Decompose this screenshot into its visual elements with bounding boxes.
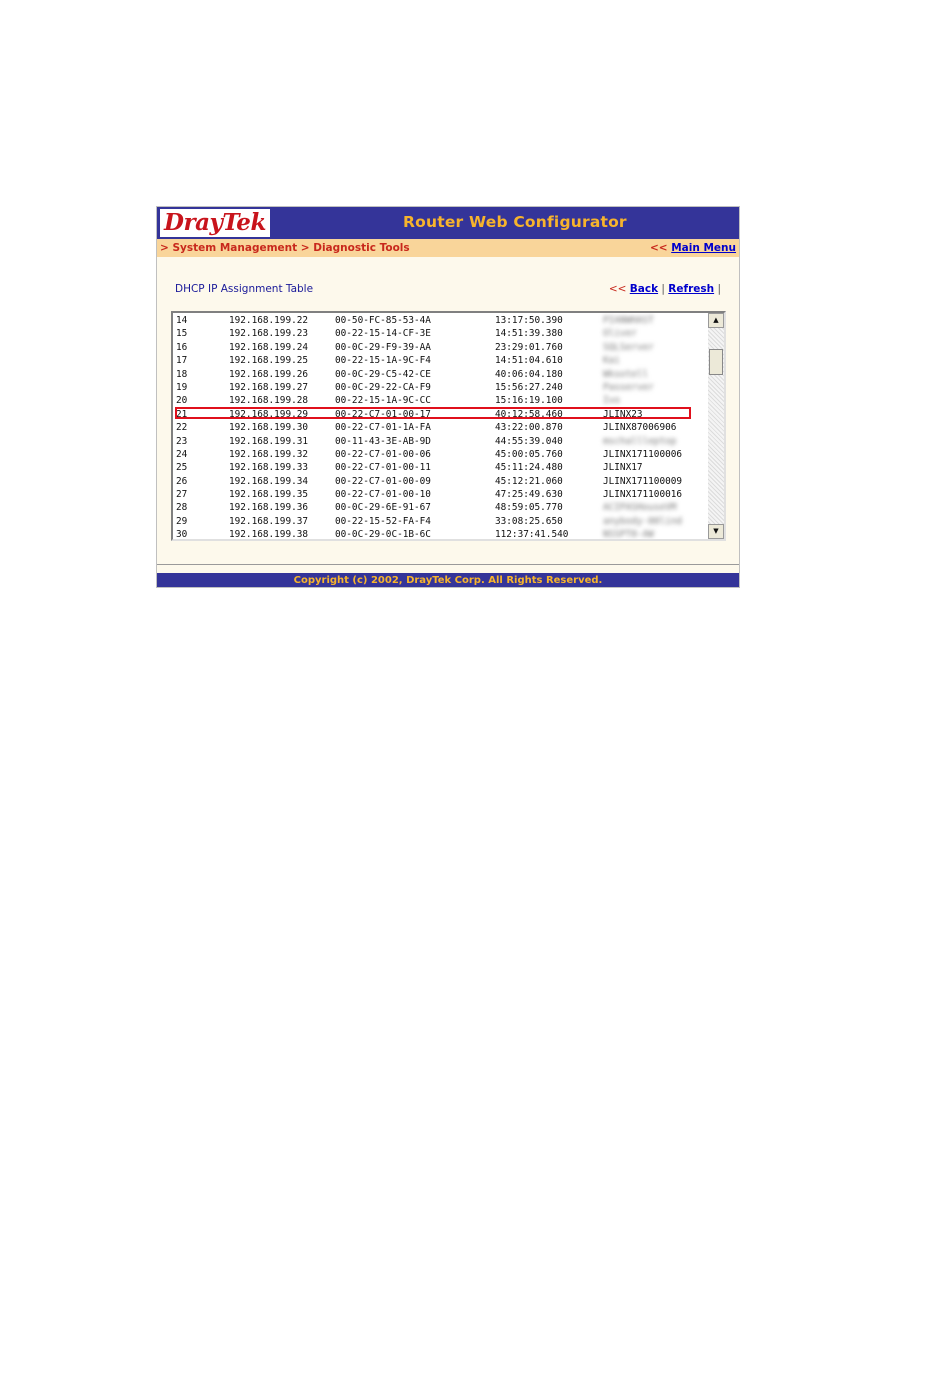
row-index: 18: [176, 368, 188, 380]
ip-address: 192.168.199.33: [229, 462, 309, 474]
ip-address: 192.168.199.38: [229, 529, 309, 541]
back-link[interactable]: Back: [629, 283, 659, 295]
row-index: 26: [176, 475, 188, 487]
table-row: [175, 528, 710, 541]
ip-address: 192.168.199.32: [229, 448, 309, 460]
mac-address: 00-22-15-1A-9C-F4: [335, 355, 431, 367]
ip-address: 192.168.199.29: [229, 408, 309, 420]
footer: Copyright (c) 2002, DrayTek Corp. All Rights Reserved.: [157, 573, 739, 588]
table-row: [175, 368, 710, 381]
ip-address: 192.168.199.23: [229, 328, 309, 340]
row-index: 29: [176, 515, 188, 527]
scroll-down-arrow-icon[interactable]: ▼: [708, 524, 724, 539]
lease-time: 44:55:39.040: [495, 435, 563, 447]
main-menu-nav: [650, 239, 736, 257]
lease-time: 13:17:50.390: [495, 315, 563, 326]
row-index: 24: [176, 448, 188, 460]
mac-address: 00-22-C7-01-00-11: [335, 462, 431, 474]
mac-address: 00-22-15-52-FA-F4: [335, 515, 431, 527]
lease-time: 15:16:19.100: [495, 395, 563, 407]
host-id: JLINX171100009: [603, 475, 683, 487]
mac-address: 00-22-C7-01-00-10: [335, 489, 431, 501]
mac-address: 00-0C-29-22-CA-F9: [335, 381, 431, 393]
table-row: [175, 354, 710, 367]
host-id: PIANWHAST: [603, 315, 654, 326]
host-id: Wksotell: [603, 368, 649, 380]
host-id: SQLServer: [603, 341, 654, 353]
lease-time: 43:22:00.870: [495, 422, 563, 434]
host-id: Kai: [603, 355, 620, 367]
scroll-up-arrow-icon[interactable]: ▲: [708, 313, 724, 328]
lease-time: 112:37:41.540: [495, 529, 569, 541]
row-index: 30: [176, 529, 188, 541]
ip-address: 192.168.199.22: [229, 315, 309, 326]
lease-time: 14:51:04.610: [495, 355, 563, 367]
table-row: [175, 488, 710, 501]
table-row: [175, 475, 710, 488]
lease-time: 45:11:24.480: [495, 462, 563, 474]
row-index: 21: [176, 408, 188, 420]
host-id: JLINX23: [603, 408, 643, 420]
mac-address: 00-0C-29-6E-91-67: [335, 502, 431, 514]
lease-time: 23:29:01.760: [495, 341, 563, 353]
host-id: NSSPT0-AW: [603, 529, 654, 541]
breadcrumb: > System Management > Diagnostic Tools: [160, 242, 410, 254]
mac-address: 00-22-15-14-CF-3E: [335, 328, 431, 340]
host-id: JLINX87006906: [603, 422, 677, 434]
lease-time: 47:25:49.630: [495, 489, 563, 501]
row-index: 25: [176, 462, 188, 474]
row-index: 17: [176, 355, 188, 367]
main-menu-prefix: <<: [649, 242, 668, 254]
draytek-logo: DrayTek: [160, 209, 270, 237]
separator: |: [661, 283, 665, 295]
refresh-link[interactable]: Refresh: [668, 283, 715, 295]
table-row: [175, 394, 710, 407]
row-index: 15: [176, 328, 188, 340]
host-id: Ivo: [603, 395, 620, 407]
mac-address: 00-0C-29-0C-1B-6C: [335, 529, 431, 541]
host-id: ACIPASHouseVM: [603, 502, 677, 514]
table-row: [175, 421, 710, 434]
ip-address: 192.168.199.27: [229, 381, 309, 393]
table-row: [175, 314, 710, 327]
host-id: Passerver: [603, 381, 654, 393]
table-row: [175, 341, 710, 354]
mac-address: 00-22-15-1A-9C-CC: [335, 395, 431, 407]
nav-bar: [157, 239, 739, 257]
router-web-configurator-window: [156, 206, 740, 588]
header-bar: [157, 207, 739, 239]
table-row: [175, 381, 710, 394]
table-row: [175, 501, 710, 514]
mac-address: 00-22-C7-01-00-09: [335, 475, 431, 487]
separator: |: [717, 283, 721, 295]
mac-address: 00-22-C7-01-00-06: [335, 448, 431, 460]
lease-time: 45:12:21.060: [495, 475, 563, 487]
page-actions: [609, 283, 721, 295]
mac-address: 00-22-C7-01-00-17: [335, 408, 431, 420]
table-row: [175, 408, 710, 421]
ip-address: 192.168.199.26: [229, 368, 309, 380]
host-id: JLINX171100006: [603, 448, 683, 460]
back-prefix: <<: [608, 283, 627, 295]
ip-address: 192.168.199.34: [229, 475, 309, 487]
table-row: [175, 435, 710, 448]
host-id: mschallleptop: [603, 435, 677, 447]
mac-address: 00-11-43-3E-AB-9D: [335, 435, 431, 447]
row-index: 20: [176, 395, 188, 407]
host-id: anybody-00lind: [603, 515, 683, 527]
ip-address: 192.168.199.24: [229, 341, 309, 353]
lease-time: 48:59:05.770: [495, 502, 563, 514]
lease-time: 40:12:58.460: [495, 408, 563, 420]
host-id: JLINX17: [603, 462, 643, 474]
ip-address: 192.168.199.30: [229, 422, 309, 434]
main-menu-link[interactable]: Main Menu: [671, 242, 736, 254]
mac-address: 00-0C-29-C5-42-CE: [335, 368, 431, 380]
ip-address: 192.168.199.28: [229, 395, 309, 407]
ip-address: 192.168.199.31: [229, 435, 309, 447]
ip-address: 192.168.199.36: [229, 502, 309, 514]
table-row: [175, 448, 710, 461]
mac-address: 00-0C-29-F9-39-AA: [335, 341, 431, 353]
ip-address: 192.168.199.37: [229, 515, 309, 527]
row-index: 14: [176, 315, 188, 326]
row-index: 16: [176, 341, 188, 353]
table-row: [175, 461, 710, 474]
row-index: 19: [176, 381, 188, 393]
mac-address: 00-50-FC-85-53-4A: [335, 315, 431, 326]
vertical-scrollbar[interactable]: [708, 313, 724, 539]
ip-address: 192.168.199.25: [229, 355, 309, 367]
lease-time: 33:08:25.650: [495, 515, 563, 527]
ip-address: 192.168.199.35: [229, 489, 309, 501]
scrollbar-thumb[interactable]: [709, 349, 723, 375]
footer-divider: [157, 564, 739, 565]
row-index: 27: [176, 489, 188, 501]
host-id: JLINX171100016: [603, 489, 683, 501]
row-index: 22: [176, 422, 188, 434]
lease-time: 14:51:39.380: [495, 328, 563, 340]
mac-address: 00-22-C7-01-1A-FA: [335, 422, 431, 434]
row-index: 28: [176, 502, 188, 514]
host-id: Oliver: [603, 328, 637, 340]
lease-time: 40:06:04.180: [495, 368, 563, 380]
page-title: DHCP IP Assignment Table: [175, 283, 314, 295]
dhcp-table-rows: [175, 314, 710, 541]
lease-time: 15:56:27.240: [495, 381, 563, 393]
table-row: [175, 515, 710, 528]
app-title: Router Web Configurator: [403, 213, 627, 231]
lease-time: 45:00:05.760: [495, 448, 563, 460]
dhcp-table-listbox[interactable]: [171, 311, 726, 541]
row-index: 23: [176, 435, 188, 447]
table-row: [175, 327, 710, 340]
